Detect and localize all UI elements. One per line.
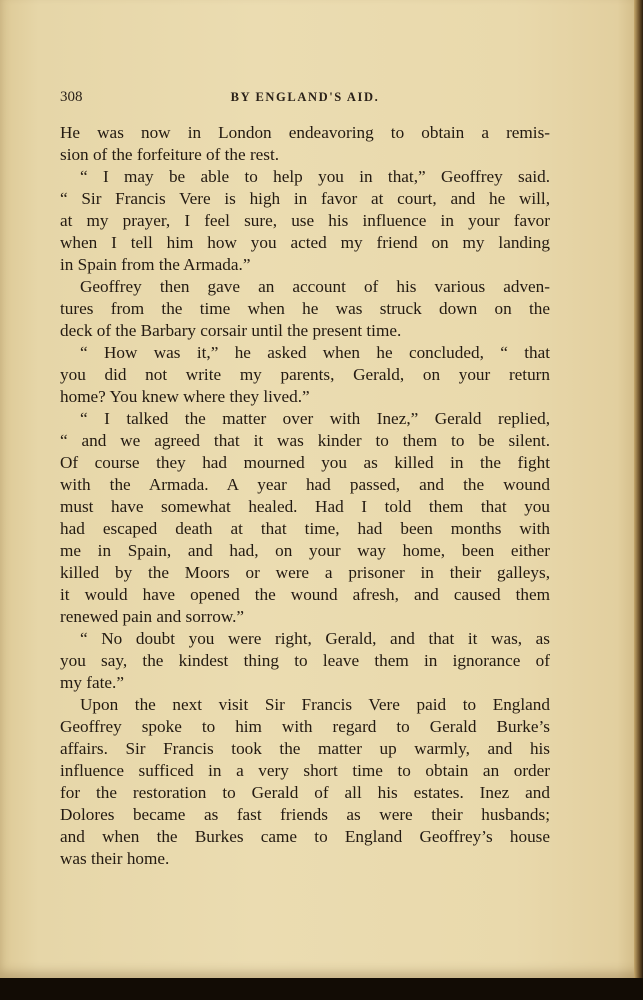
text-line: tures from the time when he was struck down on the (60, 299, 550, 318)
text-line: “ I may be able to help you in that,” Geoffrey said. (80, 167, 550, 186)
text-line: had escaped death at that time, had been months with (60, 519, 550, 538)
text-line: deck of the Barbary corsair until the present time. (60, 321, 402, 340)
text-line: for the restoration to Gerald of all his estates. Inez and (60, 783, 550, 802)
text-line: “ Sir Francis Vere is high in favor at court, and he will, (60, 189, 550, 208)
text-line: “ I talked the matter over with Inez,” Gerald replied, (80, 409, 550, 428)
text-line: “ How was it,” he asked when he concluded, “ that (80, 343, 550, 362)
text-line: at my prayer, I feel sure, use his influence in your favor (60, 211, 550, 230)
text-line: “ and we agreed that it was kinder to them to be silent. (60, 431, 550, 450)
text-line: with the Armada. A year had passed, and the wound (60, 475, 550, 494)
text-line: killed by the Moors or were a prisoner in their galleys, (60, 563, 550, 582)
text-line: Upon the next visit Sir Francis Vere paid to England (80, 695, 550, 714)
text-line: Dolores became as fast friends as were their husbands; (60, 805, 550, 824)
body-text (60, 122, 550, 870)
text-line: was their home. (60, 849, 170, 868)
text-line: must have somewhat healed. Had I told them that you (60, 497, 550, 516)
text-line: “ No doubt you were right, Gerald, and that it was, as (80, 629, 550, 648)
text-line: Of course they had mourned you as killed in the fight (60, 453, 550, 472)
text-line: affairs. Sir Francis took the matter up warmly, and his (60, 739, 550, 758)
text-line: Geoffrey spoke to him with regard to Gerald Burke’s (60, 717, 550, 736)
text-line: He was now in London endeavoring to obtain a remis- (60, 123, 550, 142)
text-line: Geoffrey then gave an account of his various adven- (80, 277, 550, 296)
text-line: when I tell him how you acted my friend on my landing (60, 233, 550, 252)
text-line: renewed pain and sorrow.” (60, 607, 245, 626)
text-line: influence sufficed in a very short time to obtain an order (60, 761, 550, 780)
running-head-title: BY ENGLAND'S AID. (230, 90, 380, 104)
text-line: you say, the kindest thing to leave them in ignorance of (60, 651, 550, 670)
text-line: my fate.” (60, 673, 124, 692)
text-line: home? You knew where they lived.” (60, 387, 310, 406)
page-edge-shadow (634, 0, 643, 978)
text-line: and when the Burkes came to England Geoffrey’s house (60, 827, 550, 846)
running-head (60, 89, 550, 109)
text-line: in Spain from the Armada.” (60, 255, 251, 274)
scan-bottom-border (0, 978, 643, 1000)
text-line: sion of the forfeiture of the rest. (60, 145, 280, 164)
text-line: you did not write my parents, Gerald, on your return (60, 365, 550, 384)
page-number: 308 (60, 89, 83, 105)
text-line: it would have opened the wound afresh, and caused them (60, 585, 550, 604)
text-line: me in Spain, and had, on your way home, been either (60, 541, 550, 560)
